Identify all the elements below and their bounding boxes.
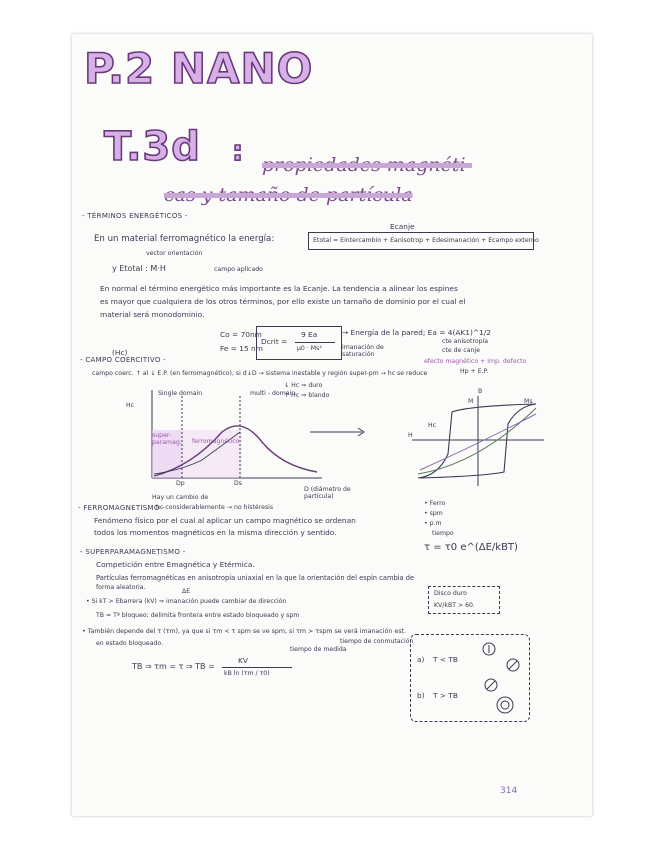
fe-value: Fe = 15 nm <box>220 344 263 353</box>
section-heading-terminos: - TÉRMINOS ENERGÉTICOS - <box>82 212 188 220</box>
right-arrow-icon <box>308 426 368 438</box>
ferro-line1: Fenómeno físico por el cual al aplicar un campo magnético se ordenan <box>94 516 356 525</box>
hp-label: Hp + E.P. <box>460 368 489 375</box>
tb-fraction-bar <box>222 667 292 668</box>
ferro-list-item3: • p.m <box>424 520 442 527</box>
fraction-bar <box>295 342 335 343</box>
course-title: P.2 NANO <box>84 44 314 93</box>
loop-hc-label: Hc <box>428 422 437 429</box>
dcrit-label: Dcrit = <box>261 337 288 346</box>
ferro-list-item2: • spm <box>424 510 443 517</box>
delta-e-label: ΔE <box>182 588 191 595</box>
si-line: • Si kT > Ebarrera (kV) ⇒ imanación puede cambiar de dirección <box>86 598 287 605</box>
disco-box <box>428 586 500 614</box>
case-a-label: a) <box>417 655 425 664</box>
superpara-label: super-paramag. <box>152 432 182 446</box>
tau-equation: τ = τ0 e^(ΔE/kBT) <box>424 542 518 553</box>
dcrit-box <box>256 326 342 360</box>
vector-label: vector orientación <box>146 250 203 257</box>
hc-blando: ↑ Hc ⇒ blando <box>284 392 330 399</box>
tb-equation: TB ⇒ τm = τ ⇒ TB = <box>132 662 215 671</box>
spin-orientation-icons <box>481 641 525 717</box>
ecanje-label: Ecanje <box>390 222 415 231</box>
energy-equation-box <box>308 232 539 250</box>
d-axis-label: D (diámetro de partícula) <box>304 486 351 500</box>
section-heading-ferro: - FERROMAGNETISMO - <box>78 504 166 512</box>
spin-random-icon <box>497 697 513 713</box>
subtitle-line1: propiedades magnéti- <box>262 154 472 176</box>
energy-equation: Etotal = Eintercambio + Eanisotrop + Edesimanación + Ecampo externo <box>313 237 539 244</box>
campo-label: campo aplicado <box>214 266 263 273</box>
case-a-cond: T < TB <box>433 655 458 664</box>
loop-h-label: H <box>408 432 413 439</box>
single-domain-label: Single domain <box>158 390 203 397</box>
terminos-line2: es mayor que cualquiera de los otros términos, por ello existe un tamaño de dominio por el cual el <box>100 297 466 306</box>
disco-duro: Disco duro <box>434 590 467 597</box>
graph-note1: Hay un cambio de <box>152 494 209 501</box>
soft-curve <box>418 408 536 474</box>
loop-ms-label: Ms <box>524 398 533 405</box>
hysteresis-loop-graph <box>408 394 548 488</box>
ferro-line2: todos los momentos magnéticos en la misma dirección y sentido. <box>94 528 337 537</box>
ferro-list-item1: • Ferro <box>424 500 446 507</box>
tiempo-label: tiempo <box>432 530 454 537</box>
superpara-line2: Partículas ferromagnéticas en anisotropía uniaxial en la que la orientación del espín cambia de <box>96 574 415 582</box>
etotal-area <box>112 264 208 276</box>
topic-number: T.3d <box>104 124 201 170</box>
dcrit-denominator: μ0 · Ms² <box>297 345 322 352</box>
efecto-label: efecto magnético + imp. defecto <box>424 358 527 365</box>
cases-box <box>410 634 530 722</box>
campo-line: campo coerc. ↑ al ↓ E.P. (en ferromagnético), si d↓D → sistema inestable y región super-pm → hc se reduce <box>92 370 428 377</box>
loop-upper-branch <box>418 404 536 478</box>
terminos-line3: material será monodominio. <box>100 310 205 319</box>
subtitle-line2: cas y tamaño de partícula <box>164 184 413 206</box>
dp-label: Dp <box>176 480 185 487</box>
imanacion-label: imanación de saturación <box>342 344 384 358</box>
energy-intro: En un material ferromagnético la energía: <box>94 234 275 244</box>
page-number: 314 <box>500 786 518 796</box>
hc-label: (Hc) <box>112 348 128 357</box>
energia-pared: → Energía de la pared; Ea = 4(AK1)^1/2 <box>342 328 491 337</box>
bloqueado-line: en estado bloqueado. <box>96 640 164 647</box>
co-value: Co = 70nm <box>220 330 262 339</box>
cte-canje: cte de canje <box>442 347 480 354</box>
section-heading-superpara: - SUPERPARAMAGNETISMO - <box>80 548 186 556</box>
tb-line: TB = Tª bloqueo; delimita frontera entre estado bloqueado y spm <box>96 612 300 619</box>
tiempo-medida: tiempo de medida <box>290 646 347 653</box>
graph-note2: hc considerablemente → no histéresis <box>156 504 274 511</box>
kb-ln-denominator: kB ln (τm / τ0) <box>224 670 270 677</box>
graph-hc-label: Hc <box>126 402 135 409</box>
ds-label: Ds <box>234 480 242 487</box>
cte-anisotropia: cte anisotropía <box>442 338 489 345</box>
dcrit-numerator: 9 Ea <box>301 330 318 339</box>
ferro-label: ferromagnético <box>192 438 240 445</box>
kv-inequality: KV/kBT > 60. <box>434 602 475 609</box>
case-b-label: b) <box>417 691 425 700</box>
case-b-cond: T > TB <box>433 691 458 700</box>
notebook-page <box>72 34 592 816</box>
multi-domain-label: multi - domain <box>250 390 296 397</box>
etotal-equation: y Etotal : M·H <box>112 264 166 273</box>
superpara-line1: Competición entre Emagnética y Etérmica. <box>96 560 255 569</box>
tiempo-conmutacion: tiempo de conmutación <box>340 638 414 645</box>
section-heading-campo: - CAMPO COERCITIVO - <box>80 356 166 364</box>
tambien-line: • También depende del τ (τm), ya que si τm < τ spm se ve spm, si τm > τspm se verá imanación est. <box>82 628 406 635</box>
loop-b-label: B <box>478 388 483 395</box>
loop-m-label: M <box>468 398 474 405</box>
title-colon: : <box>232 134 245 167</box>
superpara-line3: forma aleatoria. <box>96 584 146 591</box>
terminos-line1: En normal el término energético más importante es la Ecanje. La tendencia a alinear los espines <box>100 284 458 293</box>
kv-numerator: KV <box>238 656 248 665</box>
hc-duro: ↓ Hc ⇒ duro <box>284 382 323 389</box>
